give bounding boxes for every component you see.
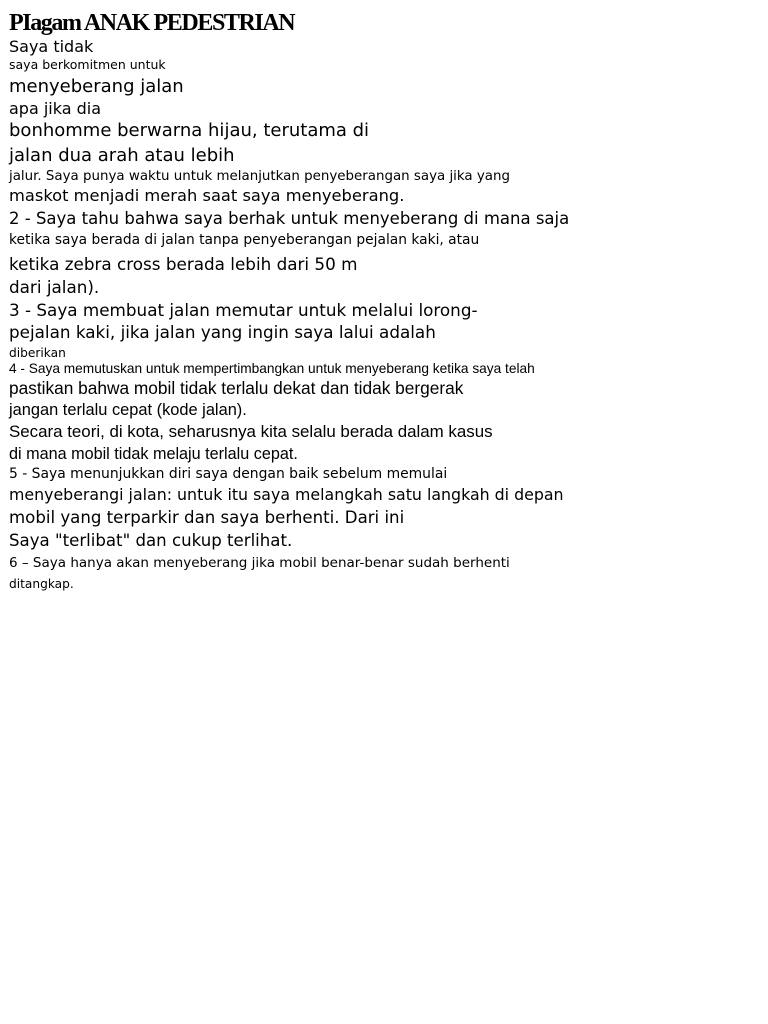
text-line: menyeberang jalan <box>9 76 184 97</box>
text-line: dari jalan). <box>9 277 100 297</box>
text-line: apa jika dia <box>9 99 102 118</box>
text-line: pejalan kaki, jika jalan yang ingin saya lalui adalah <box>9 322 436 342</box>
text-line: ditangkap. <box>9 577 74 591</box>
text-line: Secara teori, di kota, seharusnya kita selalu berada dalam kasus <box>9 422 493 441</box>
document-title: PIagam ANAK PEDESTRIAN <box>9 10 295 36</box>
text-line: Saya tidak <box>9 37 94 56</box>
text-line: jangan terlalu cepat (kode jalan). <box>9 401 247 419</box>
text-line: ketika zebra cross berada lebih dari 50 m <box>9 254 358 274</box>
rule-5-heading: 5 - Saya menunjukkan diri saya dengan baik sebelum memulai <box>9 466 448 482</box>
text-line: di mana mobil tidak melaju terlalu cepat. <box>9 445 298 463</box>
text-line: jalur. Saya punya waktu untuk melanjutkan penyeberangan saya jika yang <box>9 169 511 184</box>
text-line: diberikan <box>9 346 66 360</box>
text-line: maskot menjadi merah saat saya menyeberang. <box>9 186 405 205</box>
text-line: pastikan bahwa mobil tidak terlalu dekat dan tidak bergerak <box>9 378 464 398</box>
text-line: Saya "terlibat" dan cukup terlihat. <box>9 531 293 550</box>
text-line: jalan dua arah atau lebih <box>9 145 235 166</box>
text-line: bonhomme berwarna hijau, terutama di <box>9 120 370 141</box>
rule-2-heading: 2 - Saya tahu bahwa saya berhak untuk menyeberang di mana saja <box>9 209 570 228</box>
rule-6-heading: 6 – Saya hanya akan menyeberang jika mobil benar-benar sudah berhenti <box>9 555 510 571</box>
text-line: ketika saya berada di jalan tanpa penyeberangan pejalan kaki, atau <box>9 232 480 248</box>
text-line: saya berkomitmen untuk <box>9 57 166 72</box>
text-line: menyeberangi jalan: untuk itu saya melangkah satu langkah di depan <box>9 485 564 504</box>
text-line: mobil yang terparkir dan saya berhenti. Dari ini <box>9 508 405 527</box>
rule-4-heading: 4 - Saya memutuskan untuk mempertimbangkan untuk menyeberang ketika saya telah <box>9 361 535 376</box>
rule-3-heading: 3 - Saya membuat jalan memutar untuk melalui lorong- <box>9 300 478 320</box>
